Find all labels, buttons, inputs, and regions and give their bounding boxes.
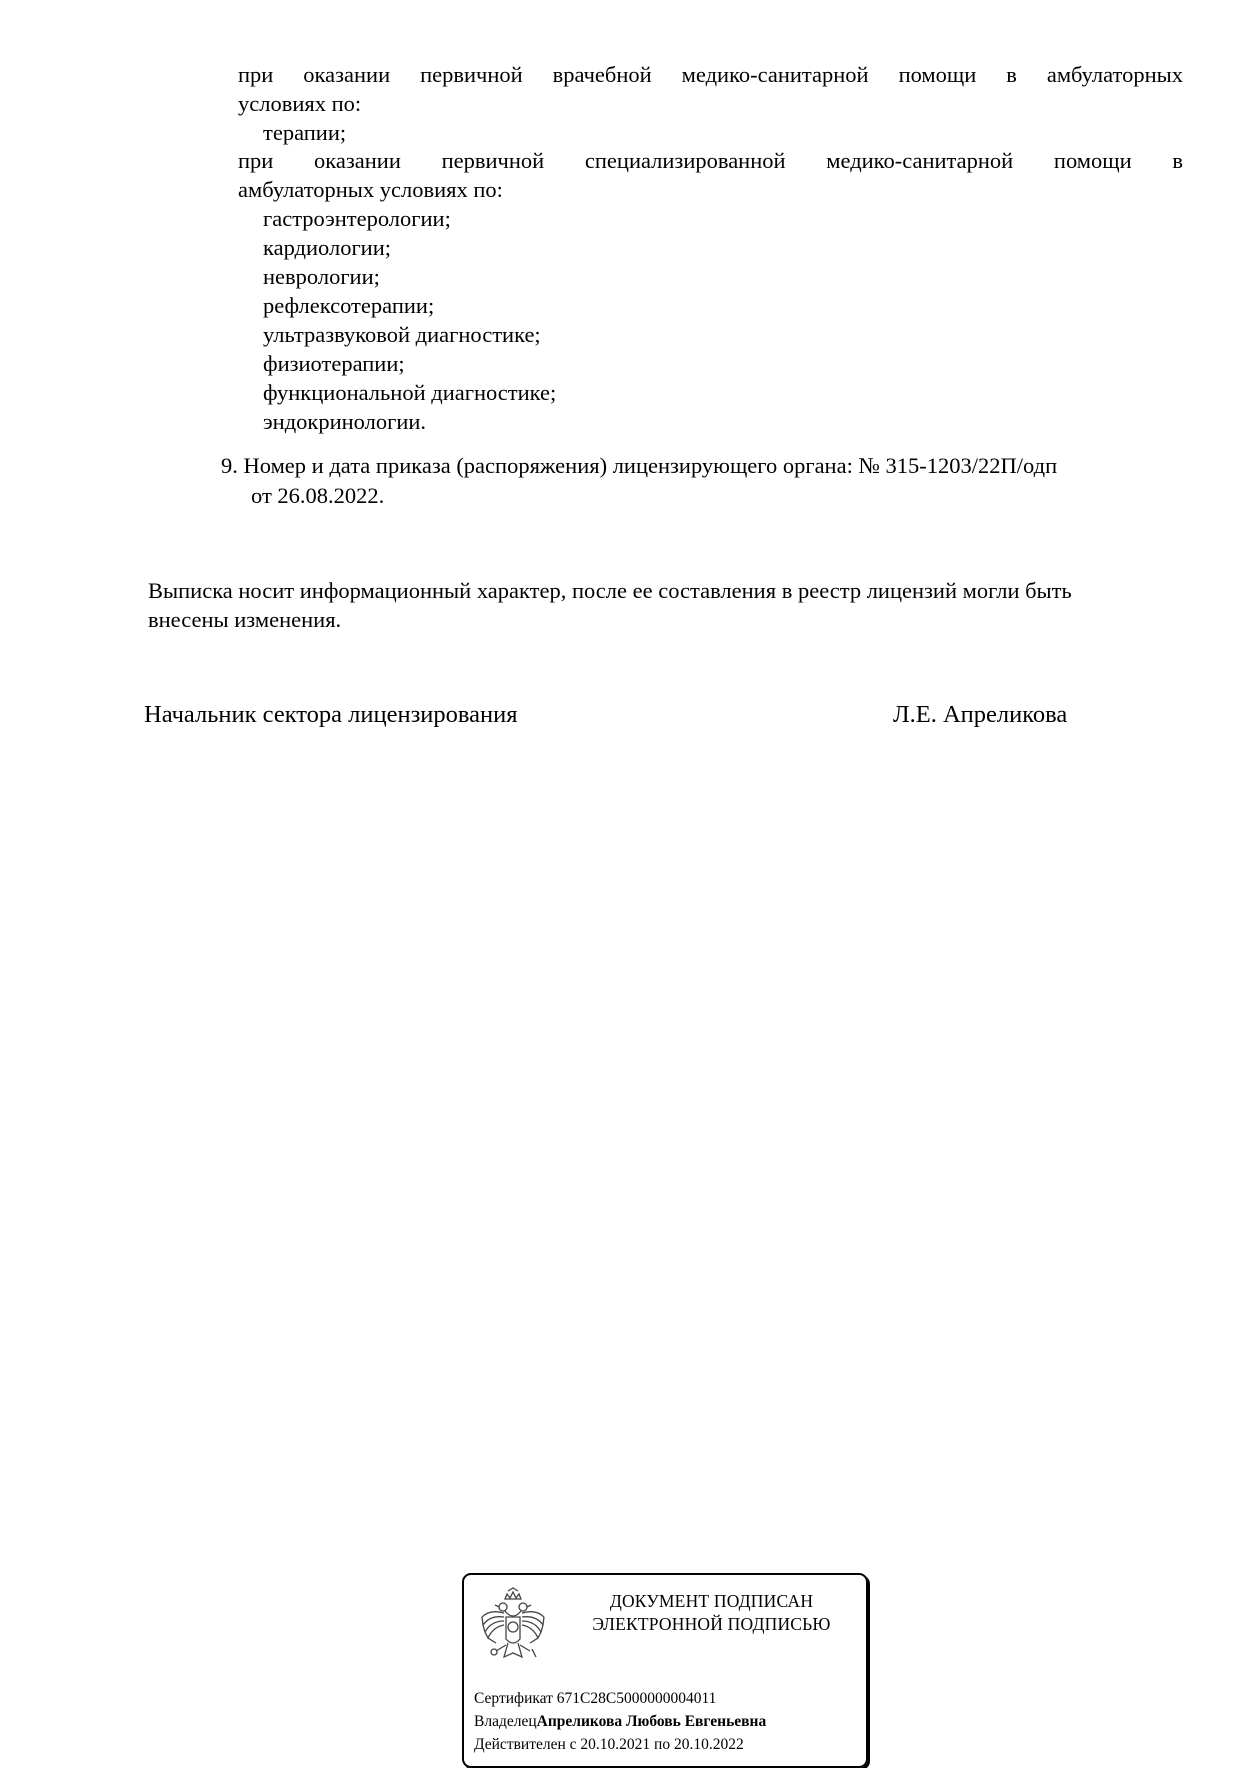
certificate-owner — [474, 1712, 766, 1732]
notice-line1: Выписка носит информационный характер, после ее составления в реестр лицензий могли быть — [148, 578, 1072, 603]
electronic-signature-stamp — [462, 1573, 868, 1768]
primary-care-intro-cont: условиях по: — [238, 91, 362, 116]
signatory-name: Л.Е. Апреликова — [893, 701, 1068, 728]
stamp-title-line1: ДОКУМЕНТ ПОДПИСАН — [609, 1591, 814, 1611]
list-item: рефлексотерапии; — [263, 293, 435, 318]
specialized-care-intro: при оказании первичной специализированной медико-санитарной помощи в — [238, 148, 1183, 173]
notice-line2: внесены изменения. — [148, 607, 342, 632]
order-number-line: 9. Номер и дата приказа (распоряжения) лицензирующего органа: № 315-1203/22П/одп — [221, 453, 1058, 478]
primary-care-item: терапии; — [263, 120, 347, 145]
signatory-position: Начальник сектора лицензирования — [144, 701, 518, 728]
certificate-validity: Действителен с 20.10.2021 по 20.10.2022 — [474, 1736, 744, 1753]
list-item: ультразвуковой диагностике; — [263, 322, 541, 347]
list-item: гастроэнтерологии; — [263, 206, 451, 231]
list-item: неврологии; — [263, 264, 380, 289]
owner-label: Владелец — [474, 1713, 537, 1730]
list-item: кардиологии; — [263, 235, 392, 260]
russian-coat-of-arms-icon — [478, 1587, 548, 1665]
list-item: эндокринологии. — [263, 409, 427, 434]
order-date-line: от 26.08.2022. — [251, 483, 385, 508]
list-item: функциональной диагностике; — [263, 380, 557, 405]
certificate-number: Сертификат 671C28C5000000004011 — [474, 1690, 717, 1707]
primary-care-intro: при оказании первичной врачебной медико-санитарной помощи в амбулаторных — [238, 62, 1183, 87]
stamp-title — [574, 1590, 849, 1636]
stamp-title-line2: ЭЛЕКТРОННОЙ ПОДПИСЬЮ — [592, 1614, 831, 1634]
list-item: физиотерапии; — [263, 351, 405, 376]
specialized-care-intro-cont: амбулаторных условиях по: — [238, 177, 503, 202]
owner-name: Апреликова Любовь Евгеньевна — [536, 1713, 767, 1730]
